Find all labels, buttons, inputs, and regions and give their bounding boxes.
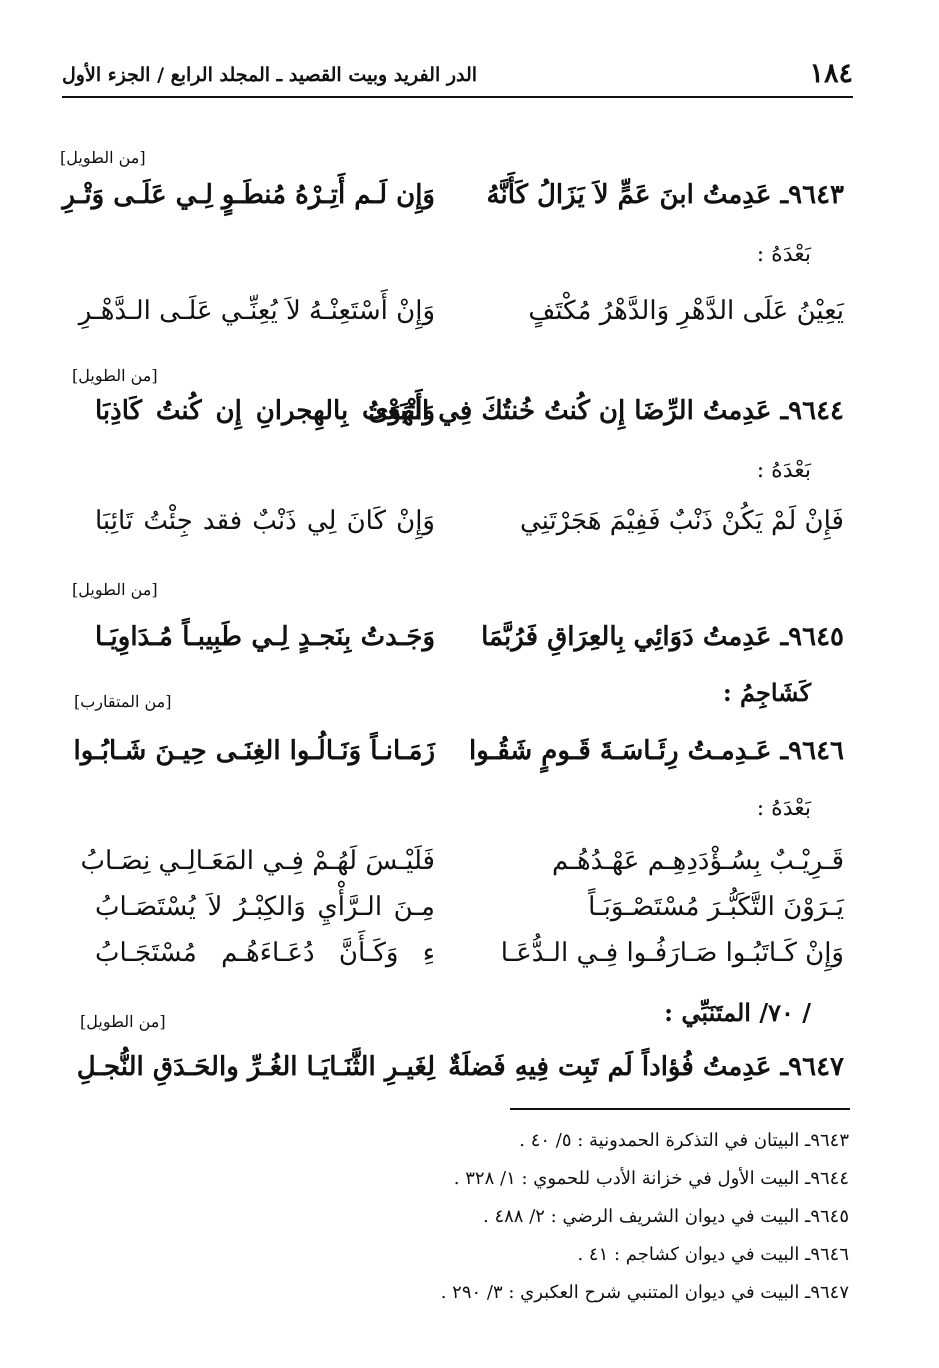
second-hemistich: زَمَـانـاً وَنَـالُـوا الغِنَـى حِيـنَ شَـابُـوا bbox=[73, 736, 435, 766]
poet-label: كَشَاجِمُ : bbox=[722, 678, 811, 707]
second-hemistich: فَلَيْـسَ لَهُـمْ فِـي المَعَـالِـي نِصَـابُ bbox=[80, 846, 435, 876]
verse-line bbox=[95, 396, 844, 440]
footnote: ٩٦٤٦ـ البيت في ديوان كشاجم : ٤١ . bbox=[577, 1244, 849, 1265]
footnote: ٩٦٤٧ـ البيت في ديوان المتنبي شرح العكبري : ٣/ ٢٩٠ . bbox=[440, 1282, 849, 1303]
second-hemistich: مِـنَ الـرَّأْيِ وَالكِبْـرُ لاَ يُسْتَصَـابُ bbox=[95, 892, 435, 922]
first-hemistich: ٩٦٤٦ـ عَـدِمـتُ رِئَـاسَـةَ قَـومٍ شَقُـوا bbox=[469, 736, 844, 766]
first-hemistich: ٩٦٤٧ـ عَدِمتُ فُؤاداً لَم تَبِت فِيهِ فَضلَةٌ bbox=[448, 1052, 844, 1082]
first-hemistich: ٩٦٤٤ـ عَدِمتُ الرِّضَا إِن كُنتُ خُنتُكَ فِي الهَوَى bbox=[368, 396, 844, 426]
verse-line bbox=[76, 1052, 844, 1096]
after-label: بَعْدَهُ : bbox=[756, 796, 811, 821]
footnote-separator bbox=[510, 1108, 850, 1110]
second-hemistich: وَجَـدتُ بِنَجـدٍ لِـي طَبِيبـاً مُـدَاوِيَـا bbox=[95, 622, 435, 652]
second-hemistich: وَإِنْ أَسْتَعِنْـهُ لاَ يُعِنِّـي عَلَـى الـدَّهْـرِ bbox=[78, 296, 435, 326]
verse-line bbox=[80, 846, 844, 890]
first-hemistich: يَـرَوْنَ التَّكَبُّـرَ مُسْتَصْـوَبَـاً bbox=[588, 892, 844, 922]
verse-line bbox=[95, 506, 844, 550]
first-hemistich: وَإِنْ كَـاتَبُـوا صَـارَفُـوا فِـي الـدُّعَـا bbox=[500, 938, 844, 968]
first-hemistich: يَعِيْنُ عَلَى الدَّهْرِ وَالدَّهْرُ مُكْتَفٍ bbox=[528, 296, 844, 326]
second-hemistich: وَإِن لَـم أَتِـرْهُ مُنطَـوٍ لِـي عَلَـى وَتْـرِ bbox=[62, 180, 435, 210]
second-hemistich: ءِ وَكَـأَنَّ دُعَـاءَهُـم مُسْتَجَـابُ bbox=[95, 938, 435, 968]
meter-label: [من الطويل] bbox=[72, 580, 158, 599]
after-label: بَعْدَهُ : bbox=[756, 242, 811, 267]
first-hemistich: ٩٦٤٣ـ عَدِمتُ ابنَ عَمٍّ لاَ يَزَالُ كَأَنَّهُ bbox=[486, 180, 844, 210]
first-hemistich: ٩٦٤٥ـ عَدِمتُ دَوَائِي بِالعِرَاقِ فَرُبَّمَا bbox=[481, 622, 844, 652]
verse-line bbox=[78, 296, 844, 340]
page-header bbox=[62, 58, 853, 98]
first-hemistich: قَـرِيْـبٌ بِسُـؤْدَدِهِـم عَهْـدُهُـم bbox=[552, 846, 844, 876]
first-hemistich: فَإِنْ لَمْ يَكُنْ ذَنْبٌ فَفِيْمَ هَجَرْتَنِي bbox=[519, 506, 844, 536]
verse-line bbox=[73, 736, 844, 780]
running-title: الدر الفريد وبيت القصيد ـ المجلد الرابع / الجزء الأول bbox=[62, 64, 478, 86]
meter-label: [من الطويل] bbox=[80, 1012, 166, 1031]
footnote: ٩٦٤٣ـ البيتان في التذكرة الحمدونية : ٥/ ٤٠ . bbox=[519, 1130, 849, 1151]
second-hemistich: وَأَتْبَعْتُ بِالهِجرانِ إِن كُنتُ كَاذِبَا bbox=[95, 396, 435, 426]
page-number: ١٨٤ bbox=[809, 58, 853, 89]
meter-label: [من المتقارب] bbox=[74, 692, 172, 711]
meter-label: [من الطويل] bbox=[60, 148, 146, 167]
second-hemistich: وَإِنْ كَانَ لِي ذَنْبٌ فقد جِئْتُ تَائِبَا bbox=[95, 506, 435, 536]
after-label: بَعْدَهُ : bbox=[756, 458, 811, 483]
footnote: ٩٦٤٤ـ البيت الأول في خزانة الأدب للحموي : ١/ ٣٢٨ . bbox=[453, 1168, 849, 1189]
verse-line bbox=[95, 892, 844, 936]
verse-line bbox=[62, 180, 844, 224]
verse-line bbox=[95, 622, 844, 666]
verse-line bbox=[95, 938, 844, 982]
poet-label: / ٧٠/ المتَنَبِّي : bbox=[664, 998, 811, 1027]
second-hemistich: لِغَيـرِ الثَّنَـايَـا الغُـرِّ والحَـدَقِ النُّجـلِ bbox=[76, 1052, 435, 1082]
meter-label: [من الطويل] bbox=[72, 366, 158, 385]
footnote: ٩٦٤٥ـ البيت في ديوان الشريف الرضي : ٢/ ٤٨٨ . bbox=[483, 1206, 849, 1227]
